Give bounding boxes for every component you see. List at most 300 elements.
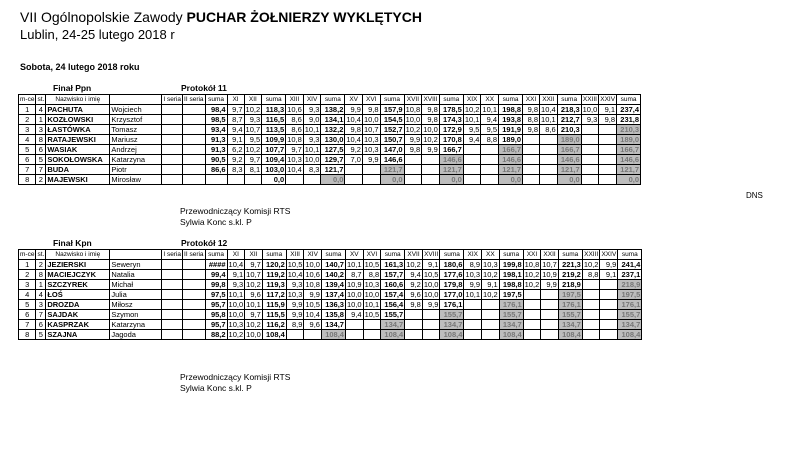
table-cell: 9,3: [244, 115, 262, 125]
table-cell: [540, 135, 558, 145]
table-cell: 134,7: [381, 320, 405, 330]
table-cell: 120,2: [262, 260, 286, 270]
table-cell: 6: [36, 145, 46, 155]
table-cell: 121,7: [499, 165, 523, 175]
athlete-firstname: Miłosz: [110, 300, 162, 310]
table-cell: 113,5: [262, 125, 286, 135]
table-cell: 3: [36, 125, 46, 135]
athlete-surname: RATAJEWSKI: [46, 135, 110, 145]
table-cell: [162, 270, 183, 280]
table-cell: 10,2: [483, 290, 498, 299]
table-cell: 198,8: [499, 105, 523, 115]
table-cell: [304, 330, 322, 340]
table-cell: 8,9: [286, 320, 304, 330]
table-cell: 1: [36, 115, 46, 125]
table-cell: 9,4: [345, 310, 363, 320]
column-header: XIX: [464, 250, 482, 260]
table-cell: 4: [19, 290, 36, 300]
athlete-surname: SAJDAK: [46, 310, 110, 320]
table-cell: [481, 165, 499, 175]
athlete-firstname: Katarzyna: [110, 155, 162, 165]
athlete-surname: ŁOŚ: [46, 290, 110, 300]
table-row: [19, 175, 641, 185]
table-cell: 166,7: [439, 145, 463, 155]
table-cell: [183, 165, 206, 175]
table-row: [19, 125, 641, 135]
table-cell: 10,7: [245, 125, 261, 134]
table-cell: 0,0: [617, 175, 641, 185]
table-cell: 0,0: [262, 175, 286, 185]
table-cell: [345, 330, 363, 340]
athlete-firstname: Szymon: [110, 310, 162, 320]
table-cell: 121,7: [617, 165, 641, 175]
table-cell: 9,5: [244, 135, 262, 145]
table-cell: [540, 175, 558, 185]
table-cell: 10,8: [287, 135, 302, 144]
table-cell: 10,0: [228, 300, 244, 309]
column-header: XIII: [286, 250, 304, 260]
table-cell: 221,3: [558, 260, 582, 270]
table-cell: [183, 300, 206, 310]
signature-title: Przewodniczący Komisji RTS: [180, 206, 291, 216]
table-cell: [162, 155, 183, 165]
table-cell: [162, 105, 183, 115]
table-row: [19, 155, 641, 165]
table-cell: 8,8: [481, 135, 499, 145]
final-label-ppn: Finał Ppn: [53, 83, 92, 93]
protocol-label-12: Protokół 12: [181, 238, 228, 248]
column-header: I seria: [163, 251, 182, 258]
table-cell: 0,0: [499, 175, 523, 185]
table-cell: 108,4: [618, 330, 642, 340]
table-cell: 88,2: [205, 330, 227, 340]
table-row: [19, 330, 642, 340]
table-cell: 10,1: [364, 300, 380, 309]
table-cell: 103,0: [262, 165, 286, 175]
table-cell: 116,5: [262, 115, 286, 125]
table-row: [19, 145, 641, 155]
table-cell: [582, 300, 600, 310]
table-cell: [464, 310, 482, 320]
table-cell: 10,2: [524, 270, 540, 279]
column-header: suma: [205, 250, 227, 260]
table-row: [19, 300, 642, 310]
table-cell: 108,4: [499, 330, 523, 340]
table-cell: [362, 165, 380, 175]
table-cell: 10,3: [287, 155, 302, 164]
table-cell: [481, 175, 499, 185]
table-cell: [162, 330, 183, 340]
table-cell: [362, 175, 380, 185]
table-cell: 10,9: [346, 280, 362, 289]
table-cell: 10,5: [364, 310, 380, 319]
column-header: Nazwisko i imię: [46, 95, 110, 105]
table-cell: [581, 125, 599, 135]
table-cell: 95,8: [205, 310, 227, 320]
table-cell: 9,8: [345, 125, 363, 135]
table-cell: 146,6: [380, 155, 404, 165]
table-cell: 7: [19, 320, 36, 330]
column-header: XVI: [363, 250, 381, 260]
table-cell: [540, 165, 558, 175]
table-cell: [582, 330, 600, 340]
column-header: suma: [499, 250, 523, 260]
table-cell: 108,4: [558, 330, 582, 340]
table-cell: [162, 175, 183, 185]
table-cell: 9,6: [245, 290, 263, 300]
table-cell: 10,1: [304, 125, 320, 134]
table-cell: 8: [19, 175, 36, 185]
table-cell: 180,6: [440, 260, 464, 270]
table-cell: [183, 330, 206, 340]
athlete-firstname: Piotr: [110, 165, 162, 175]
table-cell: 9,0: [303, 115, 321, 125]
table-cell: [422, 165, 440, 175]
table-cell: 7,0: [345, 155, 363, 165]
table-cell: [244, 175, 262, 185]
table-cell: [599, 135, 617, 145]
table-cell: 9,2: [227, 155, 244, 165]
table-cell: [581, 175, 599, 185]
table-cell: [183, 320, 206, 330]
table-cell: [523, 320, 541, 330]
table-cell: 10,1: [541, 115, 556, 124]
table-cell: 189,0: [617, 135, 641, 145]
column-header: I seria: [163, 96, 182, 103]
table-cell: [599, 175, 617, 185]
table-cell: [463, 165, 481, 175]
table-cell: 154,5: [380, 115, 404, 125]
table-cell: 9,7: [245, 260, 263, 270]
table-cell: 4: [36, 290, 46, 300]
table-cell: [162, 290, 183, 300]
table-cell: 9,9: [600, 260, 618, 270]
table-cell: 172,9: [439, 125, 463, 135]
table-cell: 9,9: [464, 280, 482, 290]
column-header: XII: [245, 250, 263, 260]
athlete-firstname: Michał: [110, 280, 162, 290]
athlete-firstname: Mirosław: [110, 175, 162, 185]
table-cell: 146,6: [499, 155, 523, 165]
table-cell: 3: [36, 300, 46, 310]
table-row: [19, 290, 642, 300]
table-cell: 10,2: [246, 280, 261, 289]
column-header: XI: [227, 250, 245, 260]
table-cell: 4: [19, 135, 36, 145]
table-cell: 9,7: [245, 310, 263, 320]
column-header: XIV: [304, 250, 322, 260]
table-cell: 115,9: [262, 300, 286, 310]
table-cell: 2: [19, 270, 36, 280]
table-cell: 10,2: [464, 105, 480, 114]
column-header: suma: [262, 95, 286, 105]
table-cell: 134,7: [618, 320, 642, 330]
table-cell: 198,8: [499, 280, 523, 290]
table-cell: [581, 145, 599, 155]
column-header: suma: [381, 250, 405, 260]
table-cell: 9,9: [404, 135, 422, 145]
table-cell: [183, 135, 206, 145]
table-cell: 146,6: [617, 155, 641, 165]
table-cell: 10,8: [405, 105, 421, 114]
table-cell: 6: [19, 155, 36, 165]
table-cell: [345, 175, 363, 185]
table-cell: 121,7: [439, 165, 463, 175]
table-cell: 10,4: [346, 135, 361, 144]
table-cell: [183, 155, 206, 165]
table-cell: 5: [19, 145, 36, 155]
results-table-kpn: [18, 249, 642, 340]
table-cell: [404, 175, 422, 185]
table-cell: 134,7: [440, 320, 464, 330]
table-cell: 155,7: [440, 310, 464, 320]
table-cell: 10,0: [304, 155, 320, 164]
table-cell: [363, 320, 381, 330]
table-cell: 10,2: [406, 260, 421, 269]
table-cell: 199,8: [499, 260, 523, 270]
table-cell: 3: [19, 280, 36, 290]
athlete-firstname: Krzysztof: [110, 115, 162, 125]
table-cell: 10,3: [363, 135, 379, 144]
table-cell: [404, 165, 422, 175]
table-cell: [227, 175, 244, 185]
column-header: XXIII: [584, 251, 599, 258]
athlete-surname: KOZŁOWSKI: [46, 115, 110, 125]
column-header: suma: [321, 95, 345, 105]
table-cell: 1: [19, 260, 36, 270]
table-cell: [463, 175, 481, 185]
table-cell: 241,4: [618, 260, 642, 270]
table-cell: 9,1: [422, 260, 440, 270]
table-cell: 10,1: [228, 290, 244, 299]
athlete-surname: MACIEJCZYK: [46, 270, 110, 280]
table-cell: 118,3: [262, 105, 286, 115]
table-cell: 9,8: [362, 105, 380, 115]
column-header: XXIV: [601, 251, 617, 258]
table-cell: 8,8: [363, 270, 381, 280]
column-header: XXIV: [600, 96, 616, 103]
table-cell: 10,3: [363, 145, 379, 154]
table-cell: 9,7: [286, 145, 304, 155]
signature-name: Sylwia Konc s.kl. P: [180, 217, 252, 227]
table-cell: 10,5: [364, 260, 380, 269]
table-cell: 174,3: [439, 115, 463, 125]
table-cell: 99,8: [205, 280, 227, 290]
table-cell: 121,7: [557, 165, 581, 175]
table-cell: 9,1: [600, 270, 618, 280]
column-header: suma: [205, 95, 227, 105]
table-cell: 10,2: [405, 125, 421, 134]
table-cell: 197,5: [618, 290, 642, 300]
table-row: [19, 280, 642, 290]
column-header: st.: [37, 96, 45, 103]
table-cell: 155,7: [381, 310, 405, 320]
table-cell: 10,0: [423, 290, 439, 299]
table-cell: 9,3: [303, 105, 321, 115]
column-header: suma: [499, 95, 523, 105]
athlete-surname: SZAJNA: [46, 330, 110, 340]
table-cell: 9,4: [481, 115, 499, 125]
table-cell: 9,6: [304, 320, 322, 330]
table-cell: 152,7: [380, 125, 404, 135]
table-cell: 10,0: [405, 115, 421, 124]
table-cell: 10,4: [305, 310, 320, 319]
table-cell: 5: [19, 300, 36, 310]
table-cell: 10,1: [304, 145, 320, 154]
table-cell: [463, 145, 481, 155]
column-header: XX: [482, 250, 500, 260]
table-cell: 98,4: [205, 105, 227, 115]
table-cell: [162, 300, 183, 310]
table-cell: [540, 145, 558, 155]
table-cell: 9,3: [581, 115, 599, 125]
table-cell: 10,2: [583, 260, 599, 269]
column-header: suma: [440, 250, 464, 260]
table-cell: 219,2: [558, 270, 582, 280]
table-cell: [422, 330, 440, 340]
column-header: XIII: [286, 95, 304, 105]
table-cell: 9,3: [286, 280, 304, 290]
table-cell: 5: [36, 330, 46, 340]
table-cell: [600, 300, 618, 310]
table-cell: 140,7: [321, 260, 345, 270]
table-cell: 9,9: [304, 290, 322, 300]
athlete-firstname: Katarzyna: [110, 320, 162, 330]
table-cell: 10,0: [364, 290, 380, 299]
table-cell: [463, 155, 481, 165]
table-cell: [541, 300, 559, 310]
column-header: XX: [481, 95, 499, 105]
athlete-surname: SZCZYREK: [46, 280, 110, 290]
table-cell: 10,6: [287, 105, 302, 114]
column-header: XVIII: [423, 96, 438, 103]
table-cell: 166,7: [617, 145, 641, 155]
table-cell: [523, 290, 541, 300]
table-row: [19, 115, 641, 125]
table-cell: 10,2: [246, 320, 261, 329]
table-cell: 117,2: [262, 290, 286, 300]
table-cell: 166,7: [557, 145, 581, 155]
table-cell: 108,4: [440, 330, 464, 340]
table-cell: 9,5: [481, 125, 499, 135]
table-cell: 166,7: [499, 145, 523, 155]
table-cell: 8,7: [345, 270, 363, 280]
table-cell: 10,0: [246, 330, 261, 339]
table-cell: 9,7: [244, 155, 262, 165]
table-cell: 136,3: [321, 300, 345, 310]
title-emphasis: PUCHAR ŻOŁNIERZY WYKLĘTYCH: [186, 9, 422, 25]
table-cell: 10,7: [542, 260, 557, 269]
table-cell: 157,4: [381, 290, 405, 300]
table-cell: 9,3: [303, 135, 321, 145]
table-cell: 130,0: [321, 135, 345, 145]
table-cell: 109,9: [262, 135, 286, 145]
table-cell: [405, 330, 423, 340]
table-cell: 115,5: [262, 310, 286, 320]
table-cell: 218,9: [618, 280, 642, 290]
table-cell: [363, 330, 381, 340]
table-cell: [482, 320, 500, 330]
table-cell: [600, 280, 618, 290]
athlete-surname: SOKOŁOWSKA: [46, 155, 110, 165]
column-header: II seria: [184, 96, 204, 103]
table-cell: 9,1: [599, 105, 617, 115]
table-cell: 91,3: [205, 135, 227, 145]
athlete-surname: MAJEWSKI: [46, 175, 110, 185]
table-cell: [183, 105, 206, 115]
athlete-firstname: Tomasz: [110, 125, 162, 135]
column-header: XXII: [541, 250, 559, 260]
table-cell: 9,4: [227, 125, 244, 135]
column-header: XI: [227, 95, 244, 105]
athlete-surname: ŁASTÓWKA: [46, 125, 110, 135]
column-header: suma: [618, 250, 642, 260]
table-cell: [405, 320, 423, 330]
table-cell: 0,0: [321, 175, 345, 185]
column-header: XIX: [463, 95, 481, 105]
table-cell: 9,8: [422, 115, 440, 125]
table-row: [19, 320, 642, 330]
table-cell: 8: [36, 135, 46, 145]
table-cell: 176,1: [618, 300, 642, 310]
table-cell: 107,7: [262, 145, 286, 155]
table-cell: [404, 155, 422, 165]
table-cell: 10,1: [346, 260, 362, 269]
table-cell: 146,6: [557, 155, 581, 165]
signature-block-1: [180, 206, 290, 228]
athlete-surname: DROZDA: [46, 300, 110, 310]
table-cell: [162, 145, 183, 155]
table-cell: [600, 290, 618, 300]
table-cell: 155,7: [558, 310, 582, 320]
table-row: [19, 105, 641, 115]
table-cell: 129,7: [321, 155, 345, 165]
table-cell: 177,6: [440, 270, 464, 280]
table-row: [19, 260, 642, 270]
table-cell: [464, 330, 482, 340]
column-header: [110, 95, 162, 105]
column-header: XXIII: [582, 96, 597, 103]
table-cell: 1: [19, 105, 36, 115]
table-cell: [162, 310, 183, 320]
table-cell: [286, 330, 304, 340]
table-cell: 10,2: [245, 145, 261, 154]
table-cell: 10,2: [524, 280, 540, 289]
table-cell: 150,7: [380, 135, 404, 145]
table-cell: [523, 165, 540, 175]
status-note: DNS: [746, 191, 763, 200]
table-cell: 237,1: [618, 270, 642, 280]
table-cell: 8,6: [540, 125, 558, 135]
table-cell: 176,1: [499, 300, 523, 310]
table-cell: 10,1: [482, 105, 498, 114]
table-cell: 135,8: [321, 310, 345, 320]
table-cell: 10,0: [346, 290, 362, 299]
table-cell: 10,4: [287, 165, 302, 174]
table-cell: 197,5: [558, 290, 582, 300]
table-cell: 176,1: [558, 300, 582, 310]
table-cell: 9,1: [482, 280, 500, 290]
table-cell: 10,3: [465, 270, 481, 279]
table-cell: 91,3: [205, 145, 227, 155]
table-cell: [481, 155, 499, 165]
table-cell: 10,1: [465, 290, 481, 299]
column-header: suma: [617, 95, 641, 105]
table-cell: 9,1: [227, 270, 245, 280]
table-cell: 155,7: [499, 310, 523, 320]
table-cell: 10,4: [287, 270, 303, 279]
table-cell: 8: [36, 270, 46, 280]
